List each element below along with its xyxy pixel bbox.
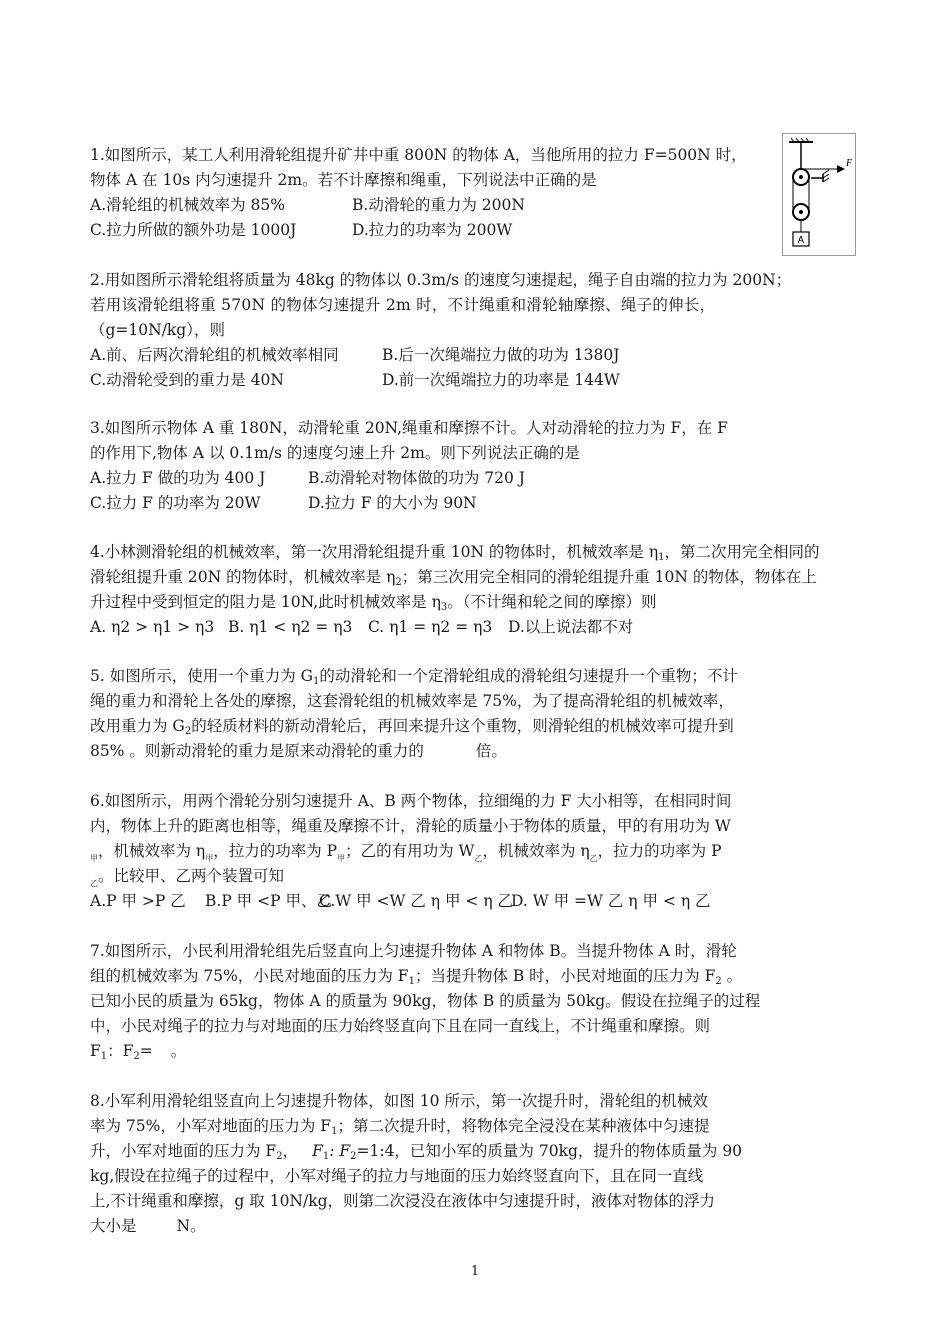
q4-option-d: D.以上说法都不对 [508,618,634,636]
q6-option-a: A.P 甲 >P 乙 [90,892,186,910]
q3-line-2: 的作用下,物体 A 以 0.1m/s 的速度匀速上升 2m。则下列说法正确的是 [90,444,580,462]
page-number: 1 [470,1264,480,1279]
q1-option-a: A.滑轮组的机械效率为 85% [90,196,285,214]
q3-option-b: B.动滑轮对物体做的功为 720 J [308,469,525,487]
q8-line-5: 上,不计绳重和摩擦，g 取 10N/kg，则第二次浸没在液体中匀速提升时，液体对物体的浮力 [90,1192,716,1210]
q4-line-1-text: 4.小林测滑轮组的机械效率，第一次用滑轮组提升重 10N 的物体时，机械效率是 η [90,543,659,561]
question-3 [90,416,728,516]
q7-line-3: 已知小民的质量为 65kg，物体 A 的质量为 90kg，物体 B 的质量为 50kg。假设在拉绳子的过程 [90,992,761,1010]
q3-option-c: C.拉力 F 的功率为 20W [90,494,261,512]
q5-line-2: 绳的重力和滑轮上各处的摩擦，这套滑轮组的机械效率是 75%，为了提高滑轮组的机械效率， [90,692,734,710]
q7-line-2-c: 。 [721,967,743,985]
q7-line-5-c: = [139,1042,153,1060]
q7-line-2-b: ；当提升物体 B 时，小民对地面的压力为 F [414,967,716,985]
q4-line-2-text-2: ；第三次用完全相同的滑轮组提升重 10N 的物体，物体在上 [401,568,817,586]
q8-line-3-d: : F [329,1142,351,1160]
q6-sub-yi: 乙 [474,854,483,863]
q6-sub-jia: 甲 [90,854,98,863]
q3-option-a: A.拉力 F 做的功为 400 J [90,469,266,487]
q6-options-row [90,889,731,914]
force-label: F [846,158,853,169]
q5-line-1-text-2: 的动滑轮和一个定滑轮组成的滑轮组匀速提升一个重物；不计 [319,667,738,685]
q2-line-1: 2.用如图所示滑轮组将质量为 48kg 的物体以 0.3m/s 的速度匀速提起，绳子自由端的拉力为 200N； [90,271,792,289]
pulley-figure [782,133,856,256]
q7-line-5-d: 。 [170,1042,187,1060]
q6-line-3 [90,839,731,864]
q6-sub-jia-3: 甲 [337,854,346,863]
q1-option-c: C.拉力所做的额外功是 1000J [90,221,297,239]
q6-line-3-c: ；乙的有用功为 W [345,842,475,860]
q5-line-4-text-2: 倍。 [475,742,507,760]
q4-line-2-text: 滑轮组提升重 20N 的物体时，机械效率是 η [90,568,396,586]
q2-options-row-1 [90,343,791,368]
q2-option-d: D.前一次绳端拉力的功率是 144W [382,371,620,389]
q6-line-3-b: ，拉力的功率为 P [213,842,338,860]
q4-line-2: 滑轮组提升重 20N 的物体时，机械效率是 $\eta_2$；第三次用完全相同的滑轮组提升重 10N 的物体，物体在上 [90,568,817,588]
q6-line-3-e: ，拉力的功率为 P [597,842,722,860]
q7-line-5-a: F [90,1042,101,1060]
q7-line-2-a: 组的机械效率为 75%，小民对地面的压力为 F [90,967,409,985]
q4-options-row [90,615,820,640]
question-1 [90,143,747,243]
q6-line-4 [90,864,731,889]
q8-line-3-a: 升，小军对地面的压力为 F [90,1142,277,1160]
q6-line-4-text: 。比较甲、乙两个装置可知 [98,867,285,885]
q8-line-3-c: F [312,1142,323,1160]
q3-option-d: D.拉力 F 的大小为 90N [308,494,477,512]
q5-line-3: 改用重力为 $G_2$的轻质材料的新动滑轮后，再回来提升这个重物，则滑轮组的机械效率可提升到 [90,717,734,737]
q2-option-a: A.前、后两次滑轮组的机械效率相同 [90,346,339,364]
q6-line-3-a: ，机械效率为 η [98,842,206,860]
q5-line-3-text: 改用重力为 G [90,717,185,735]
q1-option-d: D.拉力的功率为 200W [352,221,513,239]
q2-options-row-2 [90,368,791,393]
q3-options-row-1 [90,466,728,491]
q6-option-c: C.W 甲 <W 乙 η 甲 < η 乙 [319,892,514,910]
question-2 [90,268,791,393]
q5-line-1: 5. 如图所示，使用一个重力为 $G_1$的动滑轮和一个定滑轮组成的滑轮组匀速提升一个重物；不计 [90,667,738,687]
q5-line-4 [90,739,738,764]
question-7 [90,939,760,1064]
q4-option-a: A. η2 > η1 > η3 [90,618,215,636]
q1-option-b: B.动滑轮的重力为 200N [352,196,525,214]
q4-line-3-text-2: 。（不计绳和轮之间的摩擦）则 [447,593,657,611]
q8-line-3-e: =1:4，已知小军的质量为 70kg，提升的物体质量为 90 [356,1142,743,1160]
q6-line-3-d: ，机械效率为 η [482,842,590,860]
q8-line-6 [90,1214,742,1239]
q1-options-row-2 [90,218,747,243]
q8-line-4: kg,假设在拉绳子的过程中，小军对绳子的拉力与地面的压力始终竖直向下，且在同一直线 [90,1167,704,1185]
q8-line-6-a: 大小是 [90,1217,137,1235]
q5-line-4-text: 85% 。则新动滑轮的重力是原来动滑轮的重力的 [90,742,424,760]
q8-line-2-b: ；第二次提升时，将物体完全浸没在某种液体中匀速提 [337,1117,710,1135]
question-6 [90,789,731,914]
q3-line-1: 3.如图所示物体 A 重 180N，动滑轮重 20N,绳重和摩擦不计。人对动滑轮的拉力为 F，在 F [90,419,728,437]
q6-line-1: 6.如图所示，用两个滑轮分别匀速提升 A、B 两个物体，拉细绳的力 F 大小相等，在相同时间 [90,792,732,810]
q3-options-row-2 [90,491,728,516]
question-5 [90,664,738,764]
q5-line-3-text-2: 的轻质材料的新动滑轮后，再回来提升这个重物，则滑轮组的机械效率可提升到 [191,717,734,735]
q2-line-3: （g=10N/kg），则 [90,321,225,339]
q1-options-row-1 [90,193,747,218]
q7-line-5-b: ：F [107,1042,134,1060]
pulley-diagram [783,134,855,255]
q8-line-3-b: ， [282,1142,299,1160]
q4-line-1: 4.小林测滑轮组的机械效率，第一次用滑轮组提升重 10N 的物体时，机械效率是 $\eta_1$，第二次用完全相同的 [90,543,820,563]
q4-line-3-text: 升过程中受到恒定的阻力是 10N,此时机械效率是 η [90,593,441,611]
q8-line-3: 升，小军对地面的压力为 $F_2$， $F_1$: $F_2=1:4$，已知小军的质量为 70kg，提升的物体质量为 90 [90,1142,743,1162]
q4-line-1-text-2: ，第二次用完全相同的 [664,543,820,561]
q6-option-d: D. W 甲 =W 乙 η 甲 < η 乙 [511,892,711,910]
q7-line-5: $F_1$：$F_2=$ 。 [90,1042,187,1062]
q7-line-2: 组的机械效率为 75%，小民对地面的压力为 $F_1$；当提升物体 B 时，小民对地面的压力为 $F_2$ 。 [90,967,743,987]
q6-sub-yi-3: 乙 [90,879,98,888]
q6-sub-jia-2: 甲 [205,854,214,863]
q4-option-c: C. η1 = η2 = η3 [368,618,493,636]
q8-line-2-a: 率为 75%，小军对地面的压力为 F [90,1117,332,1135]
q4-option-b: B. η1 < η2 = η3 [228,618,353,636]
q7-line-1: 7.如图所示，小民利用滑轮组先后竖直向上匀速提升物体 A 和物体 B。当提升物体 A 时，滑轮 [90,942,737,960]
q8-line-6-b: N。 [176,1217,206,1235]
question-4 [90,540,820,640]
object-a-label: A [797,235,805,246]
force-arrow [837,165,845,173]
q2-line-2: 若用该滑轮组将重 570N 的物体匀速提升 2m 时，不计绳重和滑轮轴摩擦、绳子的伸长， [90,296,716,314]
q2-option-b: B.后一次绳端拉力做的功为 1380J [382,346,620,364]
q5-line-1-text: 5. 如图所示，使用一个重力为 G [90,667,314,685]
q1-line-1: 1.如图所示，某工人利用滑轮组提升矿井中重 800N 的物体 A，当他所用的拉力 F=500N 时， [90,146,747,164]
q7-line-4: 中，小民对绳子的拉力与对地面的压力始终竖直向下且在同一直线上，不计绳重和摩擦。则 [90,1017,711,1035]
q8-line-2: 率为 75%，小军对地面的压力为 $F_1$；第二次提升时，将物体完全浸没在某种液体中匀速提 [90,1117,710,1137]
q6-line-2: 内，物体上升的距离也相等，绳重及摩擦不计，滑轮的质量小于物体的质量，甲的有用功为 W [90,817,731,835]
question-8 [90,1089,742,1239]
q4-line-3: 升过程中受到恒定的阻力是 10N,此时机械效率是 $\eta_3$。（不计绳和轮之间的摩擦）则 [90,593,657,613]
q6-option-b: B.P 甲 <P 甲、乙 [205,892,332,910]
q8-line-1: 8.小军利用滑轮组竖直向上匀速提升物体，如图 10 所示，第一次提升时，滑轮组的机械效 [90,1092,708,1110]
q1-line-2: 物体 A 在 10s 内匀速提升 2m。若不计摩擦和绳重，下列说法中正确的是 [90,171,597,189]
q6-sub-yi-2: 乙 [589,854,598,863]
q2-option-c: C.动滑轮受到的重力是 40N [90,371,284,389]
